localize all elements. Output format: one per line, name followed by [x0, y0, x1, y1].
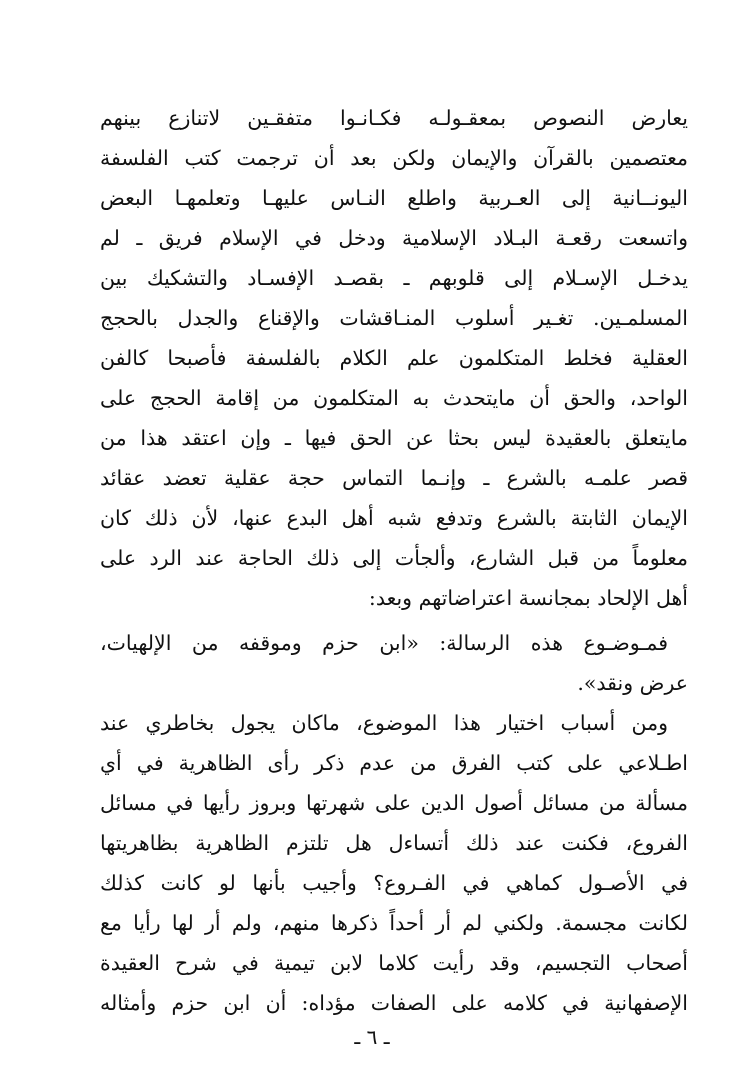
paragraph-reasons — [100, 703, 688, 1023]
text-line: أصحاب التجسيم، وقد رأيت كلاما لابن تيمية في شرح العقيدة — [100, 951, 688, 975]
text-line: العقلية فخلط المتكلمون علم الكلام بالفلسفة فأصبحا كالفن — [100, 346, 688, 370]
text-line: اليونــانية إلى العـربية واطلع النـاس عليهـا وتعلمهـا البعض — [100, 186, 688, 210]
text-line: في الأصـول كماهي في الفـروع؟ وأجيب بأنها لو كانت كذلك — [100, 871, 688, 895]
text-line: عرض ونقد». — [577, 671, 688, 695]
text-line: معتصمين بالقرآن والإيمان ولكن بعد أن ترجمت كتب الفلسفة — [100, 146, 688, 170]
text-line: أهل الإلحاد بمجانسة اعتراضاتهم وبعد: — [368, 586, 688, 610]
text-line: معلوماً من قبل الشارع، وألجأت إلى ذلك الحاجة عند الرد على — [100, 546, 688, 570]
text-line: الواحد، والحق أن مايتحدث به المتكلمون من إقامة الحجج على — [100, 386, 688, 410]
text-line: ومن أسباب اختيار هذا الموضوع، ماكان يجول بخاطري عند — [100, 711, 668, 735]
text-line: الإيمان الثابتة بالشرع وتدفع شبه أهل البدع عنها، لأن ذلك كان — [100, 506, 688, 530]
text-line: يدخـل الإسـلام إلى قلوبهم ـ بقصـد الإفسـاد والتشكيك بين — [100, 266, 688, 290]
text-line: الإصفهانية في كلامه على الصفات مؤداه: أن ابن حزم وأمثاله — [100, 991, 688, 1015]
text-line: الفروع، فكنت عند ذلك أتساءل هل تلتزم الظاهرية بظاهريتها — [100, 831, 688, 855]
text-line: قصر علمـه بالشرع ـ وإنـما التماس حجة عقلية تعضد عقائد — [100, 466, 688, 490]
text-line: مسألة من مسائل أصول الدين على شهرتها وبروز رأيها في مسائل — [100, 791, 688, 815]
text-line: لكانت مجسمة. ولكني لم أر أحداً ذكرها منهم، ولم أر لها رأيا مع — [100, 911, 688, 935]
text-line: واتسعت رقعـة البـلاد الإسلامية ودخل في الإسلام فريق ـ لم — [100, 226, 688, 250]
paragraph-intro — [100, 98, 688, 618]
text-line: مايتعلق بالعقيدة ليس بحثا عن الحق فيها ـ وإن اعتقد هذا من — [100, 426, 688, 450]
text-line: اطـلاعي على كتب الفرق من عدم ذكر رأى الظاهرية في أي — [100, 751, 688, 775]
page-number: ـ ٦ ـ — [354, 1025, 390, 1049]
text-line: المسلمـين. تغـير أسلوب المنـاقشات والإقناع والجدل بالحجج — [100, 306, 688, 330]
text-line: يعارض النصوص بمعقـولـه فكـانـوا متفقـين لاتنازع بينهم — [100, 106, 688, 130]
text-line: فمـوضـوع هذه الرسالة: «ابن حزم وموقفه من الإلهيات، — [100, 631, 668, 655]
paragraph-subject — [100, 623, 688, 703]
